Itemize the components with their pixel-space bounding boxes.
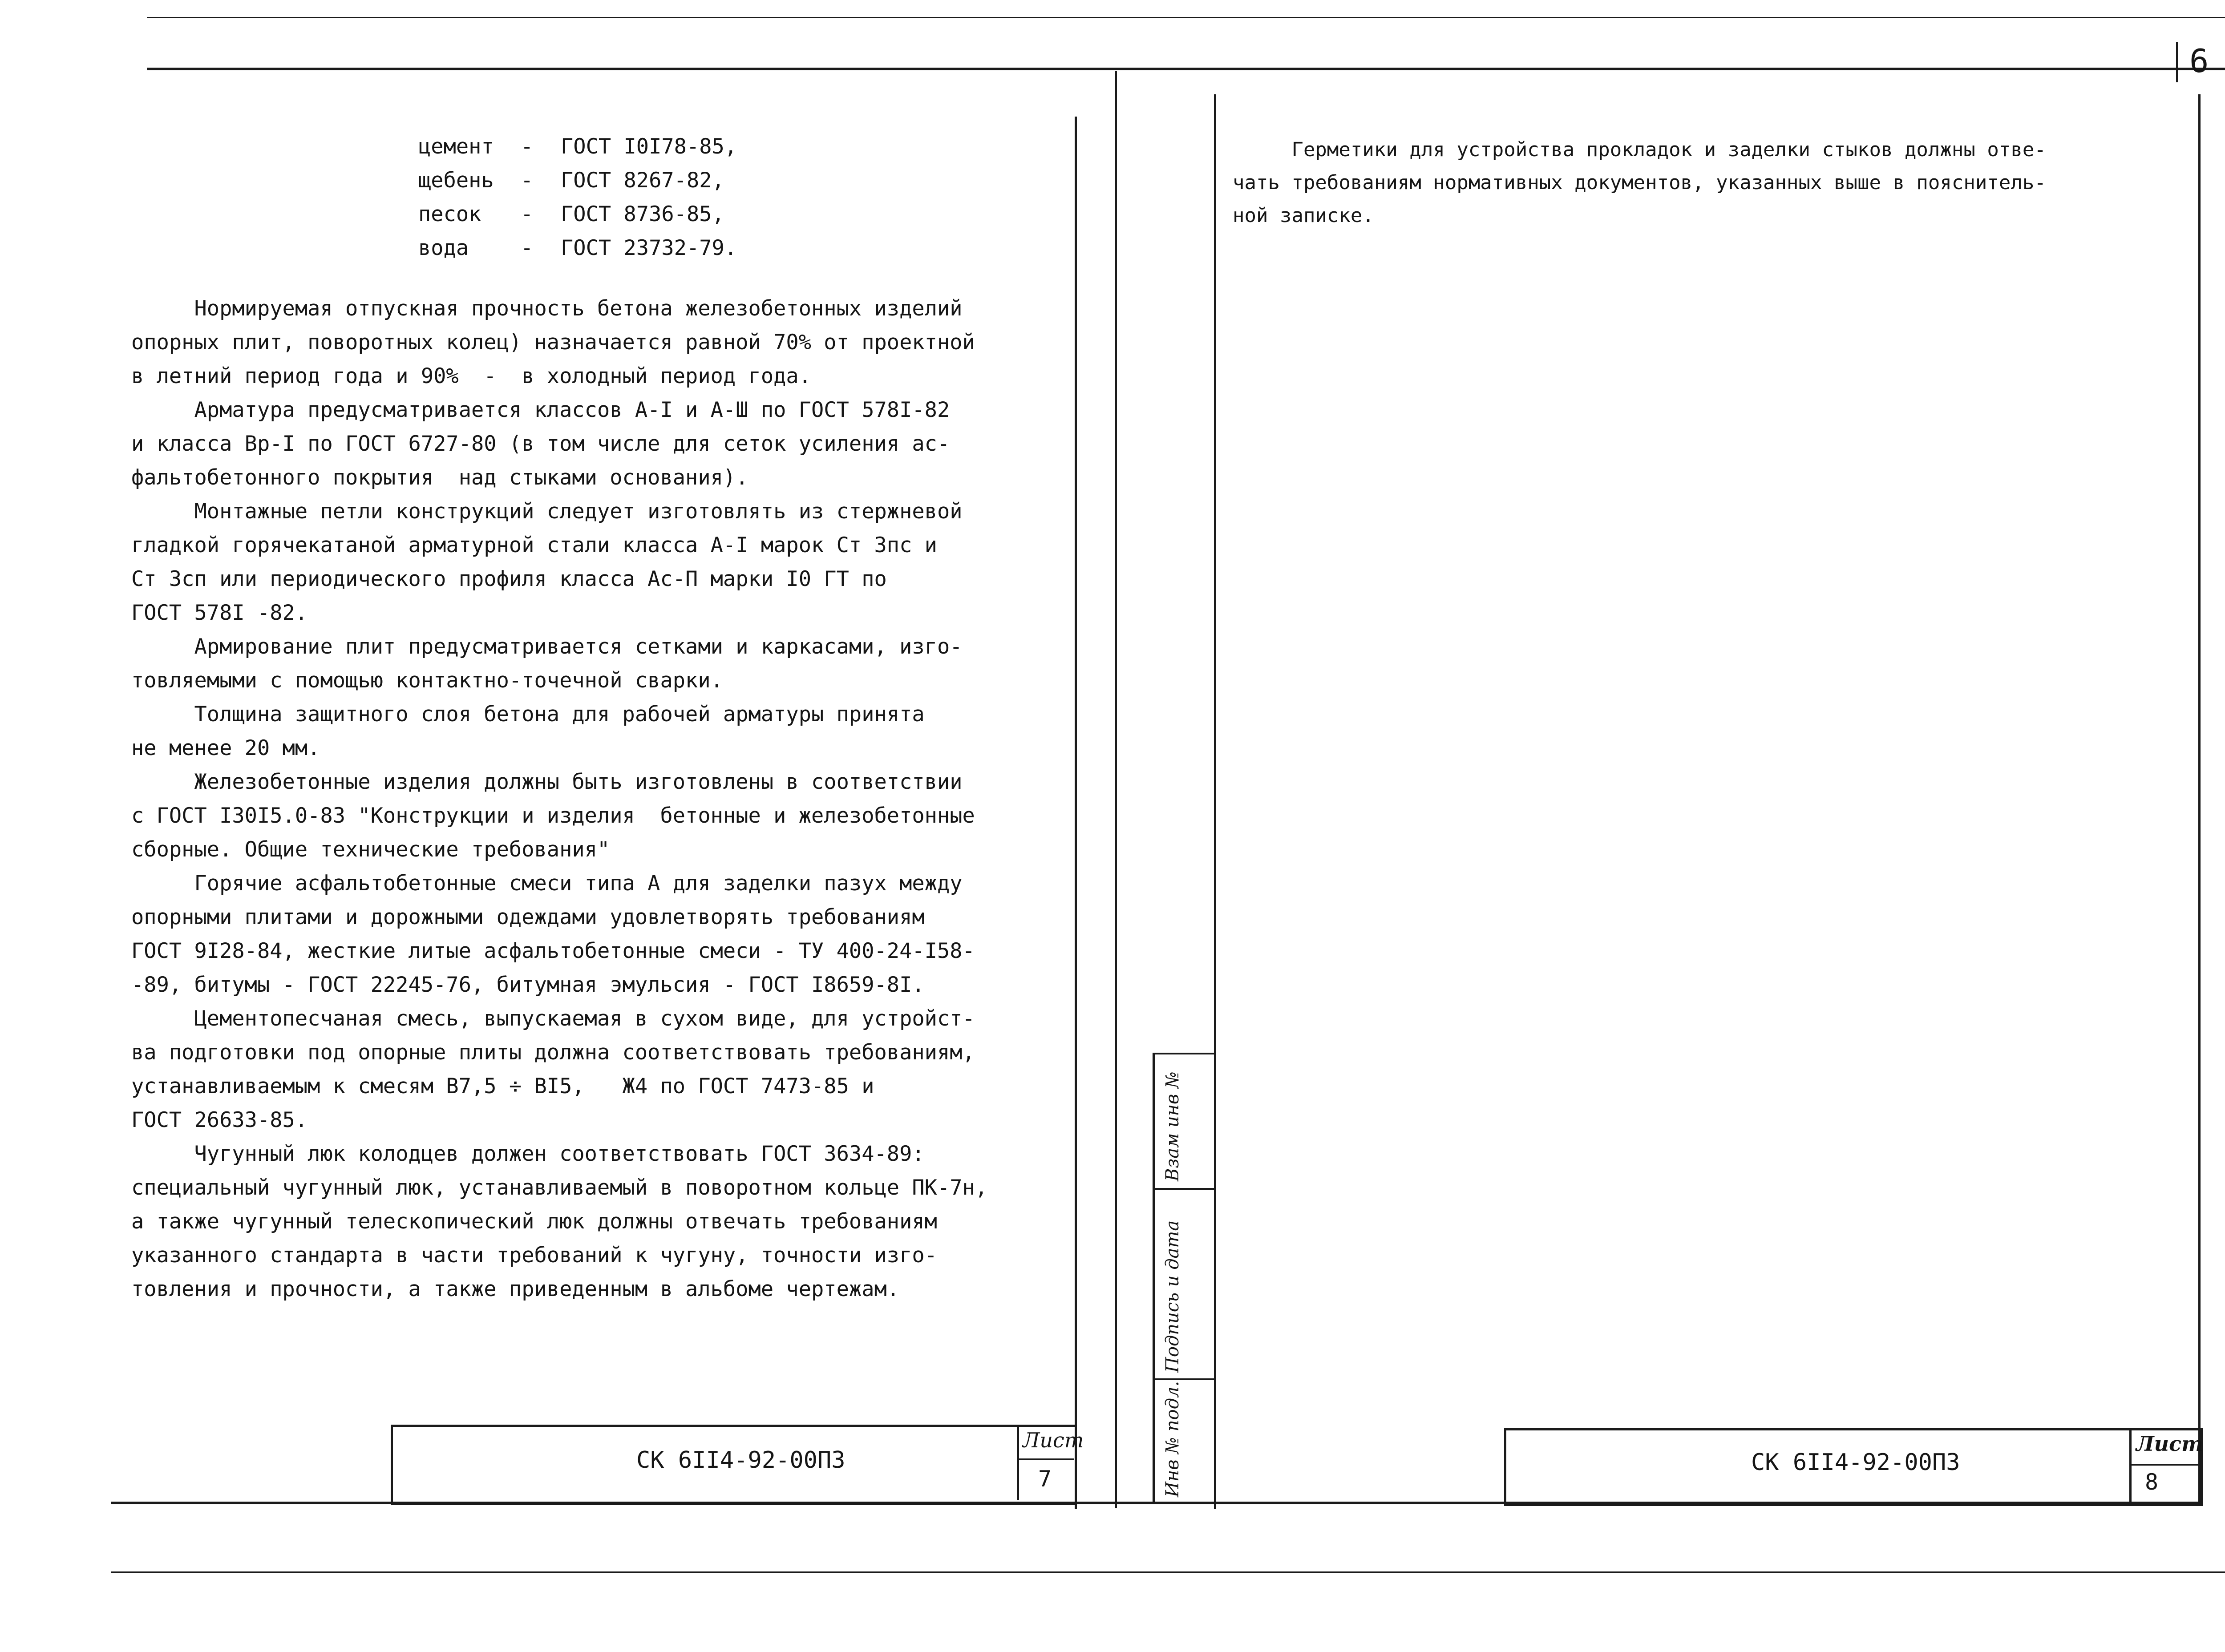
text-line: ГОСТ 9I28-84, жесткие литые асфальтобетонные смеси - ТУ 400-24-I58- (131, 939, 975, 963)
material-standard: ГОСТ I0I78-85, (561, 134, 737, 159)
list-item (418, 164, 737, 198)
text-line: а также чугунный телескопический люк должны отвечать требованиям (131, 1209, 937, 1234)
right-sheet-label: Лист (2136, 1432, 2203, 1456)
text-line: ГОСТ 26633-85. (131, 1108, 308, 1132)
text-line: и класса Вр-I по ГОСТ 6727-80 (в том числе для сеток усиления ас- (131, 432, 950, 456)
left-sheet-cell-hline (1017, 1458, 1074, 1460)
text-line: в летний период года и 90% - в холодный период года. (131, 364, 812, 388)
text-line: Монтажные петли конструкций следует изготовлять из стержневой (131, 499, 963, 524)
right-inner-border (2198, 94, 2201, 1505)
right-document-code: СК 6II4-92-00ПЗ (1751, 1449, 1960, 1476)
side-label-signature-date: Подпись и дата (1162, 1220, 1183, 1373)
text-line: Толщина защитного слоя бетона для рабочей арматуры принята (131, 702, 925, 727)
text-line: ГОСТ 578I -82. (131, 601, 308, 625)
material-name: щебень (418, 168, 494, 193)
text-line: ва подготовки под опорные плиты должна соответствовать требованиям, (131, 1040, 975, 1065)
header-rule (147, 68, 2225, 70)
right-sheet-number: 8 (2145, 1469, 2159, 1495)
text-line: Нормируемая отпускная прочность бетона железобетонных изделий (131, 296, 963, 321)
text-line: товления и прочности, а также приведенным в альбоме чертежам. (131, 1277, 900, 1301)
top-rule (147, 17, 2225, 18)
side-panel-top (1153, 1053, 1215, 1054)
material-dash: - (521, 134, 534, 159)
text-line: Герметики для устройства прокладок и заделки стыков должны отве- (1233, 138, 2046, 161)
side-panel-left (1153, 1053, 1155, 1503)
material-name: вода (418, 236, 469, 260)
text-line: опорных плит, поворотных колец) назначается равной 70% от проектной (131, 330, 975, 355)
text-line: Железобетонные изделия должны быть изготовлены в соответствии (131, 770, 963, 794)
side-label-inv-no: Инв № подл. (1162, 1381, 1183, 1497)
text-line: Горячие асфальтобетонные смеси типа А для заделки пазух между (131, 871, 963, 896)
text-line: специальный чугунный люк, устанавливаемый в поворотном кольце ПК-7н, (131, 1175, 988, 1200)
left-body-text (131, 292, 1070, 1306)
left-sheet-number: 7 (1038, 1466, 1052, 1492)
lower-rule (111, 1571, 2225, 1573)
list-item (418, 130, 737, 164)
text-line: устанавливаемым к смесям В7,5 ÷ ВI5, Ж4 по ГОСТ 7473-85 и (131, 1074, 874, 1099)
text-line: товляемыми с помощью контактно-точечной сварки. (131, 668, 723, 693)
material-name: цемент (418, 134, 494, 159)
left-column-divider (1075, 117, 1077, 1509)
list-item (418, 198, 737, 231)
text-line: Арматура предусматривается классов А-I и А-Ш по ГОСТ 578I-82 (131, 398, 950, 422)
text-line: Цементопесчаная смесь, выпускаемая в сухом виде, для устройст- (131, 1006, 975, 1031)
material-dash: - (521, 202, 534, 226)
material-standard: ГОСТ 8736-85, (561, 202, 724, 226)
center-divider-a (1115, 71, 1117, 1508)
pageno-divider (2176, 42, 2178, 82)
material-standard: ГОСТ 8267-82, (561, 168, 724, 193)
text-line: указанного стандарта в части требований к чугуну, точности изго- (131, 1243, 937, 1268)
text-line: Чугунный люк колодцев должен соответствовать ГОСТ 3634-89: (131, 1142, 925, 1166)
materials-list (418, 130, 737, 265)
text-line: ной записке. (1233, 204, 1374, 227)
text-line: Армирование плит предусматривается сетками и каркасами, изго- (131, 634, 963, 659)
text-line: гладкой горячекатаной арматурной стали класса А-I марок Ст 3пс и (131, 533, 937, 557)
material-standard: ГОСТ 23732-79. (561, 236, 737, 260)
side-panel-sep-1 (1153, 1188, 1215, 1190)
text-line: фальтобетонного покрытия над стыками основания). (131, 465, 748, 490)
center-divider-b (1214, 94, 1216, 1509)
right-sheet-cell-hline (2129, 1464, 2198, 1466)
material-dash: - (521, 168, 534, 193)
text-line: опорными плитами и дорожными одеждами удовлетворять требованиям (131, 905, 925, 929)
left-document-code: СК 6II4-92-00ПЗ (636, 1447, 846, 1474)
text-line: Ст 3сп или периодического профиля класса Ас-П марки I0 ГТ по (131, 567, 887, 591)
text-line: сборные. Общие технические требования" (131, 837, 610, 862)
text-line: чать требованиям нормативных документов, указанных выше в пояснитель- (1233, 171, 2046, 194)
left-sheet-label: Лист (1023, 1428, 1084, 1452)
text-line: с ГОСТ I30I5.0-83 "Конструкции и изделия бетонные и железобетонные (131, 804, 975, 828)
right-body-text (1233, 133, 2185, 232)
side-label-replace-inv: Взам инв № (1162, 1071, 1183, 1181)
left-sheet-cell-divider (1017, 1425, 1019, 1500)
side-panel-sep-2 (1153, 1378, 1215, 1380)
list-item (418, 231, 737, 265)
text-line: -89, битумы - ГОСТ 22245-76, битумная эмульсия - ГОСТ I8659-8I. (131, 973, 925, 997)
material-dash: - (521, 236, 534, 260)
material-name: песок (418, 202, 481, 226)
text-line: не менее 20 мм. (131, 736, 320, 760)
page-number: 6 (2189, 42, 2209, 80)
